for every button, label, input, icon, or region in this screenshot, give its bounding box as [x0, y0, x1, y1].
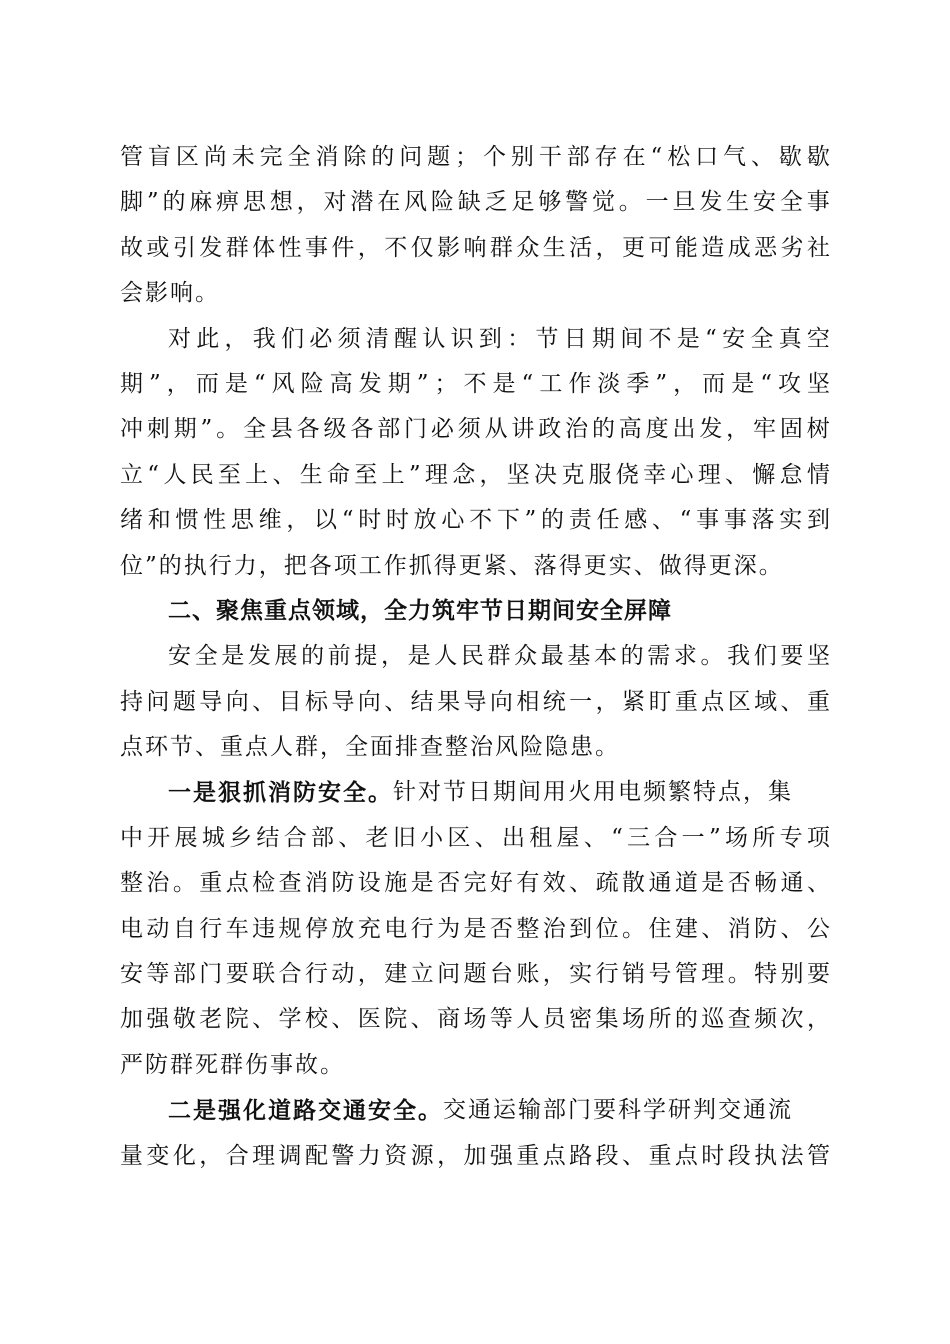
text-line: 加 强 敬 老 院 、 学 校 、 医 院 、 商 场 等 人 员 密 集 场 所 的 巡 查 频 次 ， [120, 1006, 832, 1033]
paragraph-lead: 二是强化道路交通安全。 [168, 1097, 443, 1125]
text-line [120, 770, 832, 815]
section-heading [120, 589, 832, 634]
text-line: 点环节、重点人群，全面排查整治风险隐患。 [120, 734, 620, 761]
paragraph-1 [120, 135, 832, 317]
text-line: 对 此 ， 我 们 必 须 清 醒 认 识 到 ： 节 日 期 间 不 是 “ 安 全 真 空 [168, 325, 832, 352]
text-line: 脚 ” 的 麻 痹 思 想 ， 对 潜 在 风 险 缺 乏 足 够 警 觉 。 一 旦 发 生 安 全 事 [120, 189, 832, 216]
document-body [120, 135, 832, 1179]
text-line: 绪 和 惯 性 思 维 ， 以 “ 时 时 放 心 不 下 ” 的 责 任 感 、 “ 事 事 落 实 到 [120, 507, 832, 534]
section-heading-text: 二、聚焦重点领域，全力筑牢节日期间安全屏障 [168, 597, 672, 624]
paragraph-lead: 一是狠抓消防安全。 [168, 779, 393, 807]
paragraph-2 [120, 317, 832, 589]
paragraph-4 [120, 770, 832, 1088]
paragraph-5 [120, 1088, 832, 1179]
text-line: 管 盲 区 尚 未 完 全 消 除 的 问 题 ； 个 别 干 部 存 在 “ 松 口 气 、 歇 歇 [120, 144, 832, 170]
text-line: 安 全 是 发 展 的 前 提 ， 是 人 民 群 众 最 基 本 的 需 求 。 我 们 要 坚 [168, 643, 832, 670]
paragraph-first-rest: 针对节日期间用火用电频繁特点，集 [393, 779, 793, 806]
text-line: 量 变 化 ， 合 理 调 配 警 力 资 源 ， 加 强 重 点 路 段 、 重 点 时 段 执 法 管 [120, 1142, 832, 1169]
text-line: 期 ” ， 而 是 “ 风 险 高 发 期 ” ； 不 是 “ 工 作 淡 季 ” ， 而 是 “ 攻 坚 [120, 370, 832, 397]
text-line: 故 或 引 发 群 体 性 事 件 ， 不 仅 影 响 群 众 生 活 ， 更 可 能 造 成 恶 劣 社 [120, 234, 832, 261]
paragraph-3 [120, 634, 832, 770]
text-line: 冲 刺 期 ” 。 全 县 各 级 各 部 门 必 须 从 讲 政 治 的 高 度 出 发 ， 牢 固 树 [120, 416, 832, 443]
text-line: 立 “ 人 民 至 上 、 生 命 至 上 ” 理 念 ， 坚 决 克 服 侥 幸 心 理 、 懈 怠 情 [120, 461, 832, 488]
text-line: 会影响。 [120, 280, 220, 307]
text-line: 安 等 部 门 要 联 合 行 动 ， 建 立 问 题 台 账 ， 实 行 销 号 管 理 。 特 别 要 [120, 961, 832, 988]
text-line: 电 动 自 行 车 违 规 停 放 充 电 行 为 是 否 整 治 到 位 。 住 建 、 消 防 、 公 [120, 915, 832, 942]
text-line: 整 治 。 重 点 检 查 消 防 设 施 是 否 完 好 有 效 、 疏 散 通 道 是 否 畅 通 、 [120, 870, 832, 897]
text-line: 严防群死群伤事故。 [120, 1051, 345, 1078]
text-line: 持 问 题 导 向 、 目 标 导 向 、 结 果 导 向 相 统 一 ， 紧 盯 重 点 区 域 、 重 [120, 688, 832, 715]
text-line [120, 1088, 832, 1133]
text-line: 中 开 展 城 乡 结 合 部 、 老 旧 小 区 、 出 租 屋 、 “ 三 合 一 ” 场 所 专 项 [120, 824, 832, 851]
paragraph-first-rest: 交通运输部门要科学研判交通流 [443, 1097, 793, 1124]
text-line: 位”的执行力，把各项工作抓得更紧、落得更实、做得更深。 [120, 552, 784, 579]
